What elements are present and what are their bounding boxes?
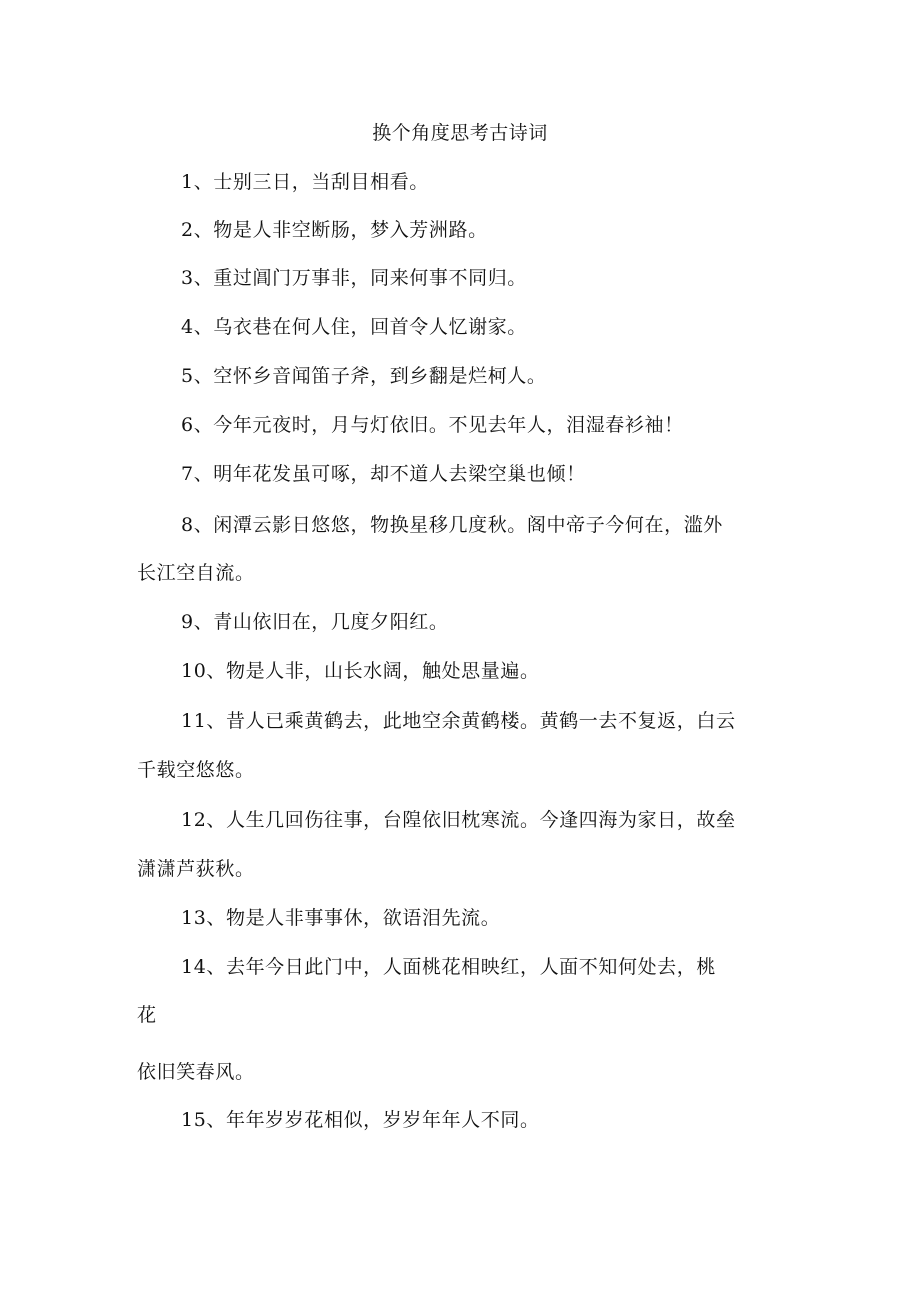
poem-line-14-continued: 依旧笑春风。 <box>137 1061 255 1083</box>
poem-line-13: 13、物是人非事事休，欲语泪先流。 <box>181 907 501 929</box>
poem-line-8: 8、闲潭云影日悠悠，物换星移几度秋。阁中帝子今何在，滥外 <box>181 514 723 536</box>
poem-line-14: 14、去年今日此门中，人面桃花相映红，人面不知何处去，桃 <box>181 956 716 978</box>
poem-line-15: 15、年年岁岁花相似，岁岁年年人不同。 <box>181 1109 540 1131</box>
poem-line-12: 12、人生几回伤往事，台隍依旧枕寒流。今逢四海为家日，故垒 <box>181 809 736 831</box>
poem-line-1: 1、士别三日，当刮目相看。 <box>181 171 429 193</box>
poem-line-7: 7、明年花发虽可啄，却不道人去梁空巢也倾！ <box>181 463 586 485</box>
poem-line-12-continued: 潇潇芦荻秋。 <box>137 858 255 880</box>
poem-line-4: 4、乌衣巷在何人住，回首令人忆谢家。 <box>181 316 527 338</box>
poem-line-10: 10、物是人非，山长水阔，触处思量遍。 <box>181 660 540 682</box>
poem-line-11-continued: 千载空悠悠。 <box>137 759 255 781</box>
poem-line-5: 5、空怀乡音闻笛子斧，到乡翻是烂柯人。 <box>181 365 547 387</box>
poem-line-9: 9、青山依旧在，几度夕阳红。 <box>181 611 449 633</box>
poem-line-2: 2、物是人非空断肠，梦入芳洲路。 <box>181 219 488 241</box>
poem-line-8-continued: 长江空自流。 <box>137 562 255 584</box>
poem-line-11: 11、昔人已乘黄鹤去，此地空余黄鹤楼。黄鹤一去不复返，白云 <box>181 710 736 732</box>
document-title: 换个角度思考古诗词 <box>372 122 548 144</box>
poem-line-14-break: 花 <box>137 1004 157 1026</box>
poem-line-6: 6、今年元夜时，月与灯依旧。不见去年人，泪湿春衫袖！ <box>181 414 684 436</box>
poem-line-3: 3、重过阊门万事非，同来何事不同归。 <box>181 267 527 289</box>
